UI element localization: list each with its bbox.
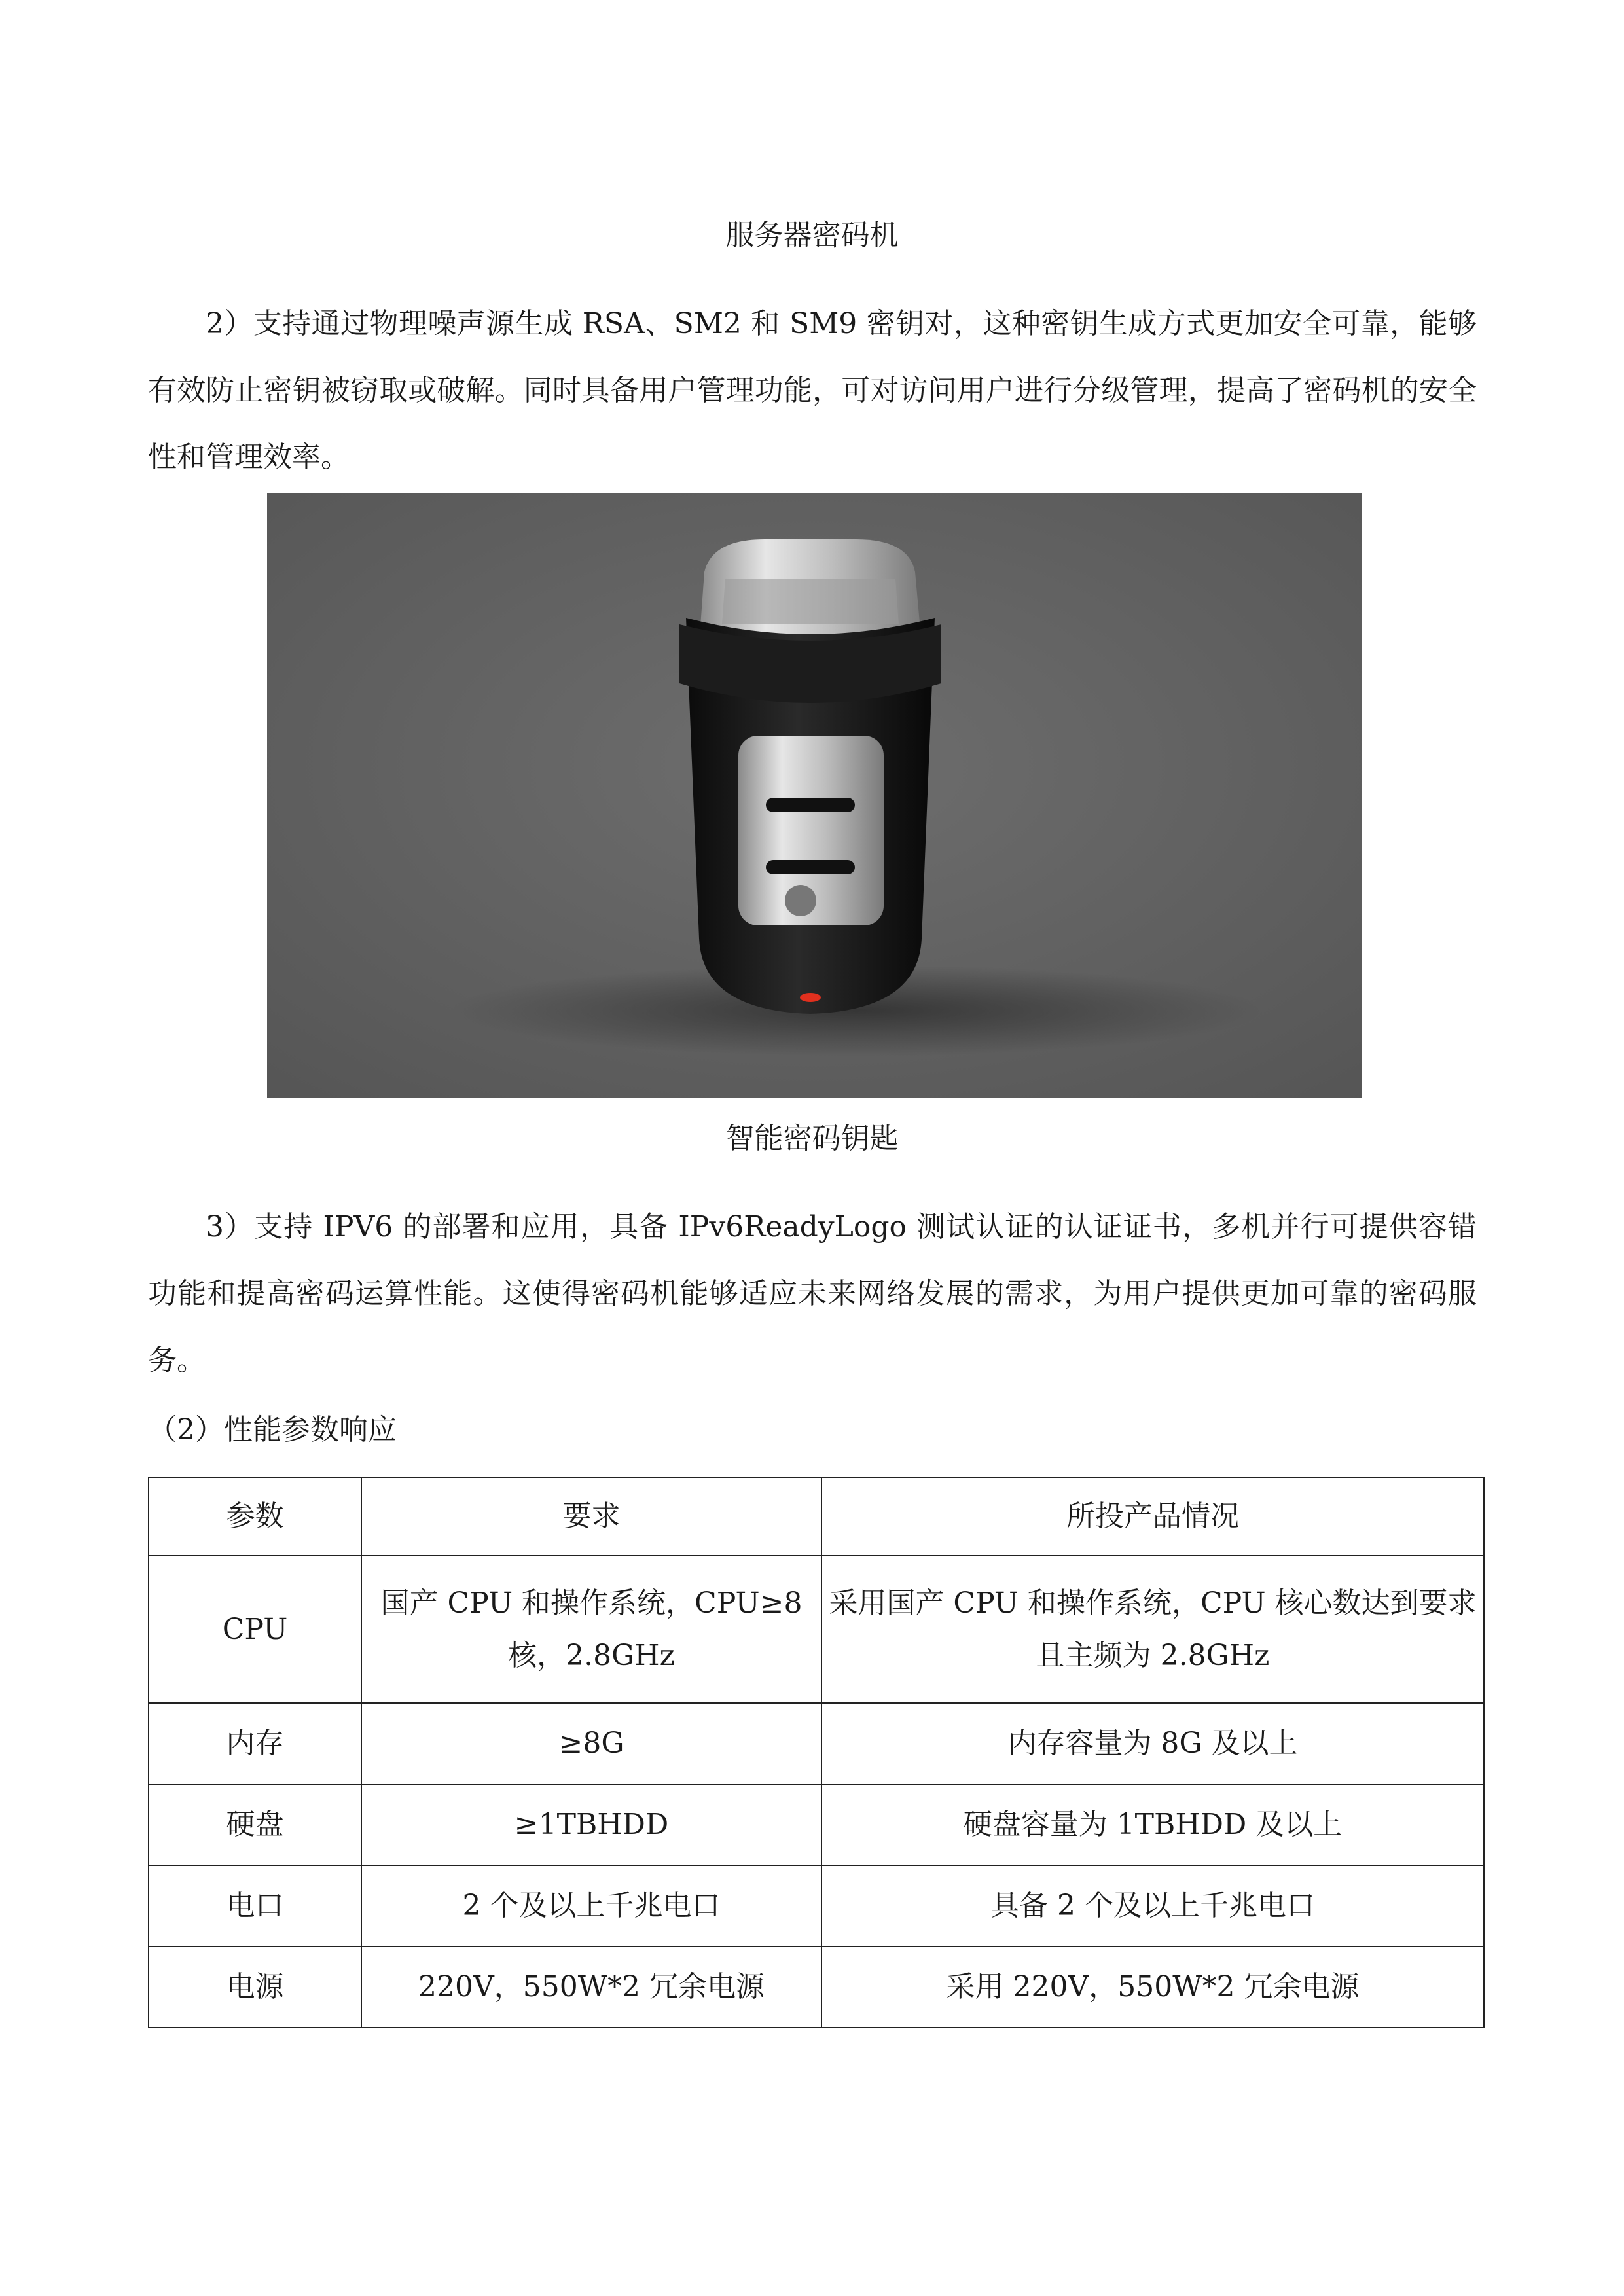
cell-requirement: 220V，550W*2 冗余电源 xyxy=(361,1946,821,2028)
table-row xyxy=(149,1703,1484,1784)
cell-product: 采用国产 CPU 和操作系统，CPU 核心数达到要求且主频为 2.8GHz xyxy=(821,1556,1484,1703)
cell-product: 具备 2 个及以上千兆电口 xyxy=(821,1865,1484,1946)
cell-requirement: 国产 CPU 和操作系统，CPU≥8 核，2.8GHz xyxy=(361,1556,821,1703)
cell-requirement: ≥8G xyxy=(361,1703,821,1784)
cell-product: 采用 220V，550W*2 冗余电源 xyxy=(821,1946,1484,2028)
paragraph-2: 2）支持通过物理噪声源生成 RSA、SM2 和 SM9 密钥对，这种密钥生成方式更加安全可靠，能够有效防止密钥被窃取或破解。同时具备用户管理功能，可对访问用户进行分级管理，提高了密码机的安全性和管理效率。 xyxy=(148,307,1477,474)
cell-param: CPU xyxy=(149,1556,361,1703)
header-param: 参数 xyxy=(149,1477,361,1556)
header-requirement: 要求 xyxy=(361,1477,821,1556)
table-row xyxy=(149,1865,1484,1946)
smart-key-photo xyxy=(267,493,1362,1098)
paragraph-3: 3）支持 IPV6 的部署和应用，具备 IPv6ReadyLogo 测试认证的认证证书，多机并行可提供容错功能和提高密码运算性能。这使得密码机能够适应未来网络发展的需求，为用户提供更加可靠的密码服务。 xyxy=(148,1210,1477,1377)
performance-table xyxy=(148,1477,1485,2028)
table-row xyxy=(149,1946,1484,2028)
cell-param: 硬盘 xyxy=(149,1784,361,1865)
cell-param: 电源 xyxy=(149,1946,361,2028)
cell-param: 内存 xyxy=(149,1703,361,1784)
cell-param: 电口 xyxy=(149,1865,361,1946)
figure-caption-server: 服务器密码机 xyxy=(725,219,899,252)
table-header-row xyxy=(149,1477,1484,1556)
cell-product: 内存容量为 8G 及以上 xyxy=(821,1703,1484,1784)
cell-requirement: 2 个及以上千兆电口 xyxy=(361,1865,821,1946)
section-heading: （2）性能参数响应 xyxy=(148,1413,397,1446)
cell-requirement: ≥1TBHDD xyxy=(361,1784,821,1865)
table-row xyxy=(149,1556,1484,1703)
figure-caption-key: 智能密码钥匙 xyxy=(725,1122,899,1155)
header-product: 所投产品情况 xyxy=(821,1477,1484,1556)
cell-product: 硬盘容量为 1TBHDD 及以上 xyxy=(821,1784,1484,1865)
table-row xyxy=(149,1784,1484,1865)
